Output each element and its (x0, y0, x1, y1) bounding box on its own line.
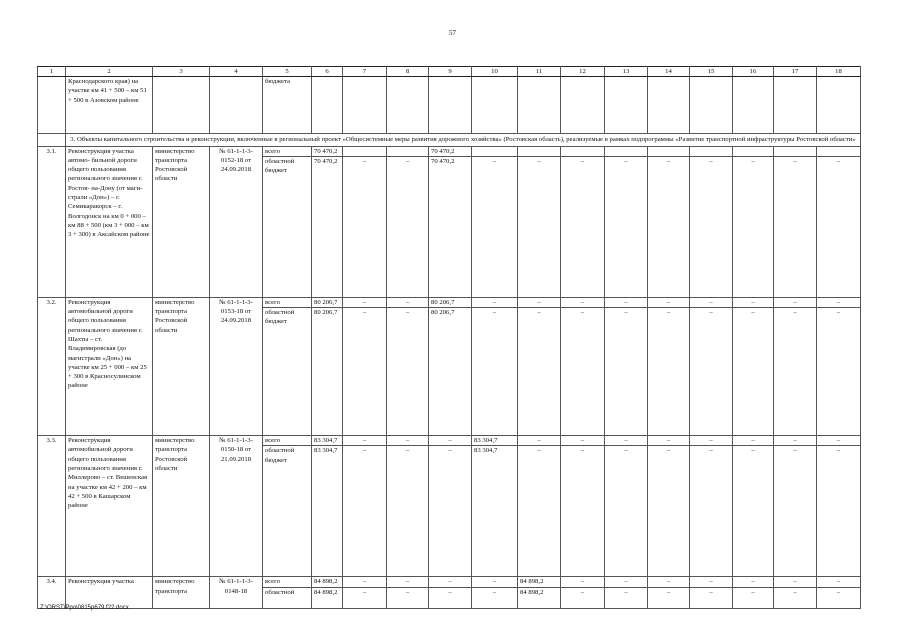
budget-value-cell: – (561, 308, 605, 436)
customer-cell: министерство транспорта Ростовской области (153, 146, 210, 297)
total-value-cell: – (343, 436, 387, 446)
total-value-cell: 83 304,7 (472, 436, 518, 446)
program-table (37, 66, 861, 609)
total-value-cell (774, 146, 817, 156)
project-row-total (38, 146, 861, 156)
funding-source-total: всего (263, 146, 312, 156)
budget-value-cell: 83 304,7 (312, 446, 343, 577)
total-value-cell: – (561, 436, 605, 446)
budget-value-cell: – (343, 446, 387, 577)
budget-value-cell: – (472, 308, 518, 436)
budget-value-cell: – (733, 308, 774, 436)
total-value-cell: – (518, 436, 561, 446)
column-number-5: 5 (263, 67, 312, 77)
object-cell: Краснодарского края) на участке км 41 + 500 – км 51 + 500 в Азовском районе (66, 77, 153, 134)
total-value-cell: – (733, 436, 774, 446)
column-number-11: 11 (518, 67, 561, 77)
total-value-cell (518, 146, 561, 156)
funding-source-total: всего (263, 577, 312, 587)
total-value-cell: – (690, 577, 733, 587)
total-value-cell (817, 146, 861, 156)
column-number-18: 18 (817, 67, 861, 77)
budget-value-cell: – (561, 156, 605, 297)
budget-value-cell: – (387, 308, 429, 436)
total-value-cell: – (472, 297, 518, 307)
total-value-cell: 80 206,7 (429, 297, 472, 307)
customer-cell: министерство транспорта Ростовской области (153, 297, 210, 435)
budget-value-cell: – (429, 587, 472, 608)
customer-cell: министерство транспорта (153, 577, 210, 608)
budget-value-cell: – (648, 308, 690, 436)
budget-value-cell: – (605, 156, 648, 297)
budget-value-cell: – (472, 156, 518, 297)
column-number-14: 14 (648, 67, 690, 77)
total-value-cell: – (648, 297, 690, 307)
continuation-row (38, 77, 861, 134)
total-value-cell: – (429, 436, 472, 446)
document-cell: № 61-1-1-3- 0152-18 от 24.09.2018 (210, 146, 263, 297)
budget-value-cell: – (817, 308, 861, 436)
budget-value-cell: – (774, 446, 817, 577)
column-number-9: 9 (429, 67, 472, 77)
total-value-cell: 84 898,2 (518, 577, 561, 587)
budget-value-cell: 80 206,7 (429, 308, 472, 436)
total-value-cell: – (774, 577, 817, 587)
section-heading-row (38, 134, 861, 147)
total-value-cell: – (343, 297, 387, 307)
total-value-cell (605, 146, 648, 156)
budget-value-cell: – (561, 446, 605, 577)
funding-source-total: всего (263, 297, 312, 307)
total-value-cell: – (774, 297, 817, 307)
budget-value-cell: – (561, 587, 605, 608)
object-cell: Реконструкция участка (66, 577, 153, 608)
column-number-12: 12 (561, 67, 605, 77)
document-cell: № 61-1-1-3- 0153-18 от 24.09.2018 (210, 297, 263, 435)
total-value-cell: – (387, 297, 429, 307)
budget-value-cell: – (817, 587, 861, 608)
column-number-15: 15 (690, 67, 733, 77)
total-value-cell: 70 470,2 (429, 146, 472, 156)
section-title: 3. Объекты капитального строительства и реконструкции, включенные в региональный проект «Общесистемные меры развития дорожного хозяйства» (Ростовская область), реализуемые в рамках подпрограммы «Развитие транспортной инфраструктуры Ростовской области» (66, 134, 861, 147)
project-row-total (38, 436, 861, 446)
total-value-cell: – (690, 297, 733, 307)
total-value-cell (733, 146, 774, 156)
total-value-cell: – (343, 577, 387, 587)
column-number-8: 8 (387, 67, 429, 77)
customer-cell: министерство транспорта Ростовской области (153, 436, 210, 577)
column-number-10: 10 (472, 67, 518, 77)
budget-value-cell: 83 304,7 (472, 446, 518, 577)
budget-value-cell: – (605, 587, 648, 608)
total-value-cell: – (605, 436, 648, 446)
total-value-cell: – (817, 436, 861, 446)
budget-value-cell: – (343, 308, 387, 436)
total-value-cell (472, 146, 518, 156)
budget-value-cell: – (774, 156, 817, 297)
total-value-cell: – (605, 297, 648, 307)
page-number: 57 (449, 29, 456, 37)
column-number-16: 16 (733, 67, 774, 77)
budget-value-cell: 84 898,2 (312, 587, 343, 608)
total-value-cell: – (561, 297, 605, 307)
total-value-cell: – (690, 436, 733, 446)
column-number-6: 6 (312, 67, 343, 77)
budget-value-cell: 84 898,2 (518, 587, 561, 608)
row-number-cell: 3.1. (38, 146, 66, 297)
total-value-cell: 80 206,7 (312, 297, 343, 307)
total-value-cell: – (387, 436, 429, 446)
funding-source-budget: областной бюджет (263, 156, 312, 297)
budget-value-cell: 70 470,2 (429, 156, 472, 297)
total-value-cell: – (429, 577, 472, 587)
budget-value-cell: – (690, 156, 733, 297)
budget-value-cell: – (343, 587, 387, 608)
object-cell: Реконструкция участка автомо- бильной дороги общего пользования регионального значения г. Ростов- на-Дону (от маги- страли «Дон») – г. Семикаракорск – г. Волгодонск на км 0 + 000 – км 88 + 500 (км 3 + 000 – км 3 + 300) в Аксайском районе (66, 146, 153, 297)
column-number-17: 17 (774, 67, 817, 77)
total-value-cell: – (518, 297, 561, 307)
budget-value-cell: – (774, 587, 817, 608)
row-number-cell: 3.4. (38, 577, 66, 608)
column-number-1: 1 (38, 67, 66, 77)
column-number-7: 7 (343, 67, 387, 77)
object-cell: Реконструкция автомобильной дороги общего пользования регионального значения г. Миллерово – ст. Вешенская на участке км 42 + 200 – км 42 + 500 в Кашарском районе (66, 436, 153, 577)
budget-value-cell: – (343, 156, 387, 297)
column-number-2: 2 (66, 67, 153, 77)
project-row-total (38, 297, 861, 307)
budget-value-cell: – (518, 156, 561, 297)
budget-value-cell: – (817, 156, 861, 297)
budget-value-cell: – (605, 446, 648, 577)
total-value-cell: – (387, 577, 429, 587)
total-value-cell (561, 146, 605, 156)
total-value-cell: – (648, 436, 690, 446)
total-value-cell: – (733, 577, 774, 587)
file-path-footer: Z:\ORST\Ppo\0815p679.f22.docx (40, 605, 129, 611)
budget-value-cell: – (733, 156, 774, 297)
total-value-cell: – (774, 436, 817, 446)
budget-value-cell: – (733, 587, 774, 608)
funding-source-budget: областной (263, 587, 312, 608)
document-cell: № 61-1-1-3- 0148-18 (210, 577, 263, 608)
budget-value-cell: – (690, 308, 733, 436)
budget-value-cell: 70 470,2 (312, 156, 343, 297)
budget-value-cell: – (690, 446, 733, 577)
object-cell: Реконструкция автомобильной дороги общего пользования регионального значения г. Шахты – ст. Владимировская (до магистрали «Дон») на участке км 25 + 000 – км 25 + 300 в Красносулинском районе (66, 297, 153, 435)
column-number-row (38, 67, 861, 77)
budget-value-cell: – (648, 446, 690, 577)
budget-value-cell: – (817, 446, 861, 577)
row-number-cell: 3.3. (38, 436, 66, 577)
document-cell (210, 77, 263, 134)
total-value-cell: – (733, 297, 774, 307)
column-number-4: 4 (210, 67, 263, 77)
budget-value-cell: – (774, 308, 817, 436)
row-number-cell: 3.2. (38, 297, 66, 435)
funding-source-cell: бюджета (263, 77, 312, 134)
total-value-cell: – (817, 577, 861, 587)
budget-value-cell: – (472, 587, 518, 608)
total-value-cell: – (648, 577, 690, 587)
total-value-cell: – (472, 577, 518, 587)
budget-value-cell: – (733, 446, 774, 577)
budget-value-cell: – (648, 587, 690, 608)
funding-source-budget: областной бюджет (263, 446, 312, 577)
document-cell: № 61-1-1-3- 0150-18 от 21.09.2018 (210, 436, 263, 577)
budget-value-cell: – (387, 587, 429, 608)
budget-value-cell: – (518, 446, 561, 577)
budget-value-cell: – (605, 308, 648, 436)
total-value-cell: – (605, 577, 648, 587)
total-value-cell (648, 146, 690, 156)
total-value-cell: 84 898,2 (312, 577, 343, 587)
customer-cell (153, 77, 210, 134)
total-value-cell (690, 146, 733, 156)
project-row-total (38, 577, 861, 587)
total-value-cell: – (817, 297, 861, 307)
budget-value-cell: – (648, 156, 690, 297)
budget-value-cell: – (387, 156, 429, 297)
row-number-cell (38, 77, 66, 134)
total-value-cell: 70 470,2 (312, 146, 343, 156)
funding-source-budget: областной бюджет (263, 308, 312, 436)
total-value-cell (343, 146, 387, 156)
total-value-cell: – (561, 577, 605, 587)
column-number-13: 13 (605, 67, 648, 77)
budget-value-cell: 80 206,7 (312, 308, 343, 436)
total-value-cell (387, 146, 429, 156)
budget-value-cell: – (518, 308, 561, 436)
column-number-3: 3 (153, 67, 210, 77)
budget-value-cell: – (690, 587, 733, 608)
funding-source-total: всего (263, 436, 312, 446)
budget-value-cell: – (429, 446, 472, 577)
budget-value-cell: – (387, 446, 429, 577)
total-value-cell: 83 304,7 (312, 436, 343, 446)
